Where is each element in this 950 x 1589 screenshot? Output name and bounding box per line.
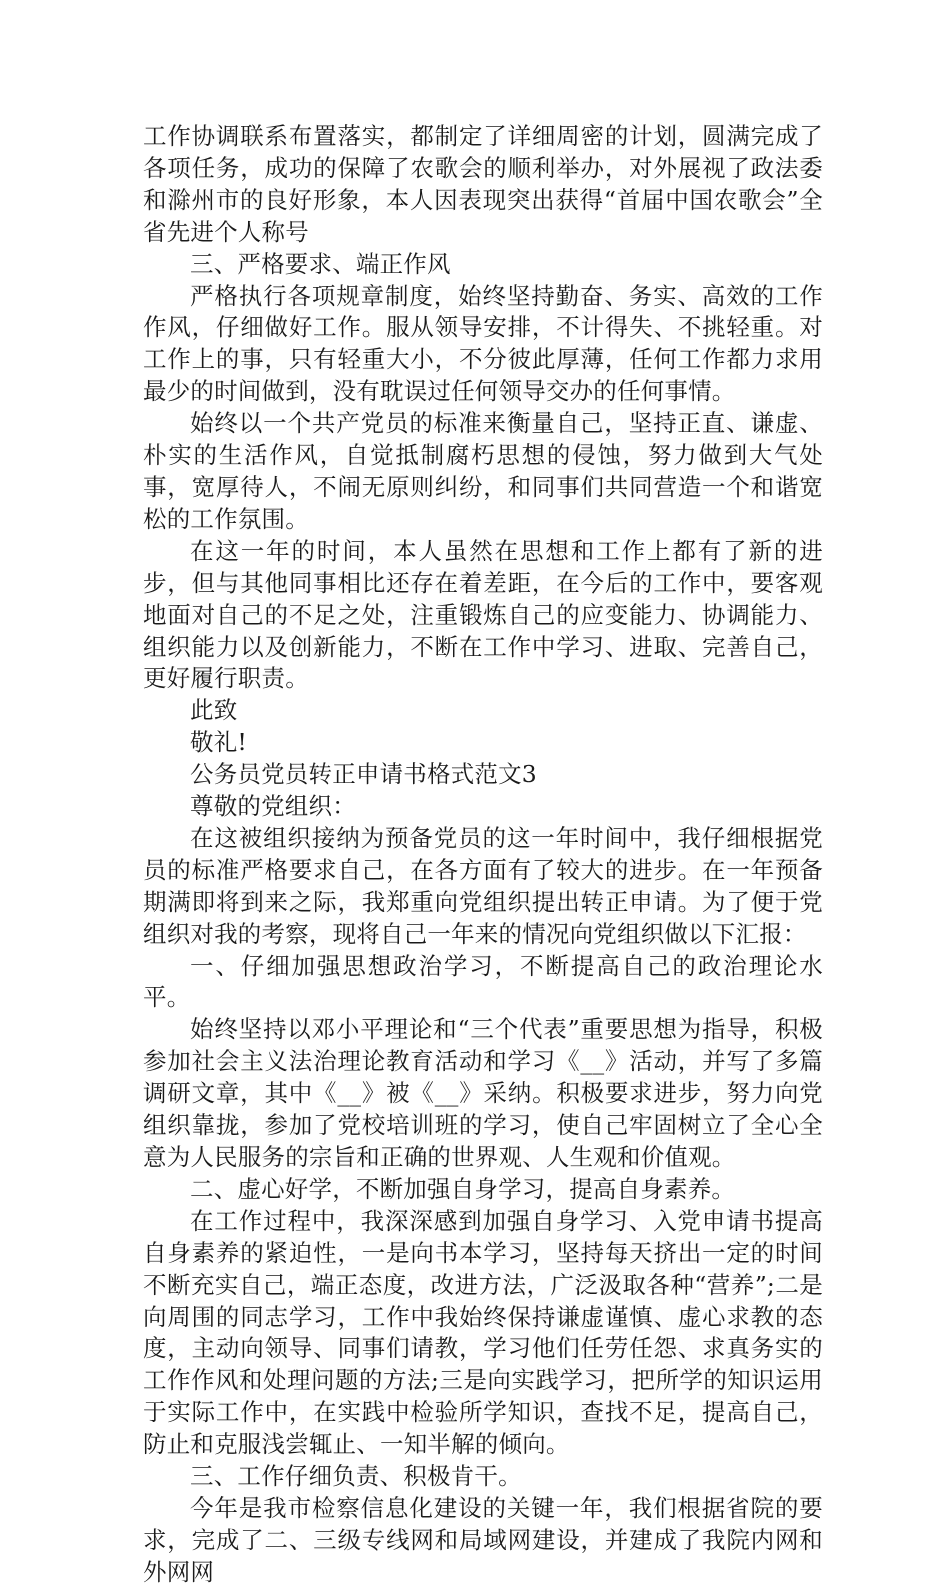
greeting: 尊敬的党组织： <box>190 792 356 821</box>
paragraph: 在这被组织接纳为预备党员的这一年时间中，我仔细根据党员的标准严格要求自己，在各方面有了较大的进步。在一年预备期满即将到来之际，我郑重向党组织提出转正申请。为了便于党组织对我的考察，现将自己一年来的情况向党组织做以下汇报： <box>143 823 823 948</box>
paragraph: 严格执行各项规章制度，始终坚持勤奋、务实、高效的工作作风，仔细做好工作。服从领导安排，不计得失、不挑轻重。对工作上的事，只有轻重大小，不分彼此厚薄，任何工作都力求用最少的时间做到，没有耽误过任何领导交办的任何事情。 <box>143 281 823 406</box>
closing-salutation: 此致 <box>190 696 238 725</box>
paragraph: 在这一年的时间，本人虽然在思想和工作上都有了新的进步，但与其他同事相比还存在着差距，在今后的工作中，要客观地面对自己的不足之处，注重锻炼自己的应变能力、协调能力、组织能力以及创新能力，不断在工作中学习、进取、完善自己，更好履行职责。 <box>143 536 823 693</box>
closing-regards: 敬礼! <box>190 728 248 757</box>
document-body <box>143 121 823 1589</box>
section-heading-work-responsibility: 三、工作仔细负责、积极肯干。 <box>190 1462 522 1491</box>
section-heading-political-study: 一、仔细加强思想政治学习，不断提高自己的政治理论水平。 <box>143 951 823 1012</box>
document-title: 公务员党员转正申请书格式范文3 <box>190 760 537 789</box>
section-heading-self-study: 二、虚心好学，不断加强自身学习，提高自身素养。 <box>190 1174 736 1203</box>
paragraph-continuation: 工作协调联系布置落实，都制定了详细周密的计划，圆满完成了各项任务，成功的保障了农歌会的顺利举办，对外展视了政法委和滁州市的良好形象，本人因表现突出获得“首届中国农歌会”全省先进个人称号 <box>143 122 823 246</box>
section-heading-strict-requirements: 三、严格要求、端正作风 <box>190 249 451 278</box>
paragraph: 今年是我市检察信息化建设的关键一年，我们根据省院的要求，完成了二、三级专线网和局域网建设，并建成了我院内网和外网网 <box>143 1493 823 1586</box>
paragraph: 始终坚持以邓小平理论和“三个代表”重要思想为指导，积极参加社会主义法治理论教育活动和学习《__》活动，并写了多篇调研文章，其中《__》被《__》采纳。积极要求进步，努力向党组织靠拢，参加了党校培训班的学习，使自己牢固树立了全心全意为人民服务的宗旨和正确的世界观、人生观和价值观。 <box>143 1015 823 1171</box>
paragraph: 在工作过程中，我深深感到加强自身学习、入党申请书提高自身素养的紧迫性，一是向书本学习，坚持每天挤出一定的时间不断充实自己，端正态度，改进方法，广泛汲取各种“营养”;二是向周围的同志学习，工作中我始终保持谦虚谨慎、虚心求教的态度，主动向领导、同事们请教，学习他们任劳任怨、求真务实的工作作风和处理问题的方法;三是向实践学习，把所学的知识运用于实际工作中，在实践中检验所学知识，查找不足，提高自己，防止和克服浅尝辄止、一知半解的倾向。 <box>143 1206 823 1459</box>
paragraph: 始终以一个共产党员的标准来衡量自己，坚持正直、谦虚、朴实的生活作风，自觉抵制腐朽思想的侵蚀，努力做到大气处事，宽厚待人，不闹无原则纠纷，和同事们共同营造一个和谐宽松的工作氛围。 <box>143 409 823 533</box>
